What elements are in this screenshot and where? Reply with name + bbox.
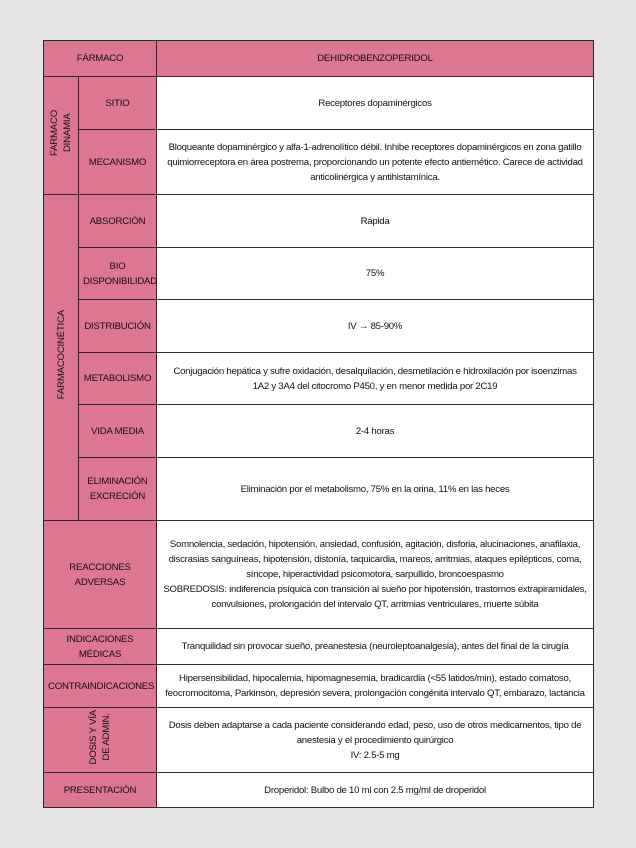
group-farmacodinamia-line2: DINAMIA [62, 113, 73, 153]
row-metabolismo [44, 353, 594, 405]
group-farmacodinamia [44, 77, 79, 195]
drug-info-table [43, 40, 594, 808]
biodisponibilidad-label [79, 248, 157, 300]
vida-media-label: VIDA MEDIA [79, 405, 157, 458]
group-farmacodinamia-label [48, 110, 74, 156]
row-mecanismo [44, 130, 594, 195]
dosis-label-line2: DE ADMIN. [101, 713, 112, 762]
group-farmacocinetica [44, 195, 79, 521]
biodisponibilidad-label-line1: BIO [109, 260, 126, 272]
sobredosis-text: SOBREDOSIS: indiferencia psíquica con transición al sueño por hipotensión, trastornos extrapiramidales, convulsiones, prolongación del intervalo QT, arritmias ventriculares, muerte súbita [163, 584, 587, 610]
contraindicaciones-value: Hipersensibilidad, hipocalemia, hipomagnesemia, bradicardia (<55 latidos/min), estado comatoso, feocromocitoma, Parkinson, depresión severa, prolongación congénita intervalo QT, embarazo, lactancia [157, 665, 594, 708]
row-reacciones-adversas [44, 521, 594, 629]
row-vida-media [44, 405, 594, 458]
sitio-value: Receptores dopaminérgicos [157, 77, 594, 130]
header-label: FÁRMACO [44, 41, 157, 77]
dosis-value [157, 708, 594, 773]
mecanismo-label: MECANISMO [79, 130, 157, 195]
dosis-iv-text: IV: 2.5-5 mg [350, 749, 400, 761]
row-eliminacion [44, 458, 594, 521]
row-presentacion [44, 773, 594, 808]
row-sitio [44, 77, 594, 130]
biodisponibilidad-label-line2: DISPONIBILIDAD [83, 275, 157, 287]
presentacion-label: PRESENTACIÓN [44, 773, 157, 808]
eliminacion-label-line2: EXCRECIÓN [89, 491, 146, 502]
mecanismo-value: Bloqueante dopaminérgico y alfa-1-adrenolítico débil. Inhibe receptores dopaminérgicos en zona gatillo quimiorreceptora en área postrema, proporcionando un potente efecto antiemético. Carece de actividad anticolinérgica y antihistamínica. [157, 130, 594, 195]
metabolismo-value: Conjugación hepática y sufre oxidación, desalquilación, desmetilación e hidroxilación por isoenzimas 1A2 y 3A4 del citocromo P450, y en menor medida por 2C19 [157, 353, 594, 405]
row-biodisponibilidad [44, 248, 594, 300]
dosis-text: Dosis deben adaptarse a cada paciente considerando edad, peso, uso de otros medicamentos, tipo de anestesia y el procedimiento quirúrgico [168, 719, 582, 746]
eliminacion-label [79, 458, 157, 521]
biodisponibilidad-value: 75% [157, 248, 594, 300]
group-farmacocinetica-label: FARMACOCINÉTICA [55, 310, 67, 400]
metabolismo-label: METABOLISMO [79, 353, 157, 405]
reacciones-adversas-text: Somnolencia, sedación, hipotensión, ansiedad, confusión, agitación, disforia, alucinaciones, anafilaxia, discrasias sanguíneas, hipotensión, distonía, taquicardia, mareos, arritmias, ataques epilépticos, coma, síncope, hiperactividad psicomotora, sarpullido, broncoespasmo [168, 539, 582, 580]
dosis-label [44, 708, 157, 773]
dosis-label-line1: DOSIS Y VÍA [88, 710, 99, 765]
reacciones-adversas-value [157, 521, 594, 629]
reacciones-adversas-label: REACCIONES ADVERSAS [44, 521, 157, 629]
vida-media-value: 2-4 horas [157, 405, 594, 458]
header-row [44, 41, 594, 77]
row-contraindicaciones [44, 665, 594, 708]
group-farmacodinamia-line1: FARMACO [49, 109, 60, 157]
distribucion-value: IV → 85-90% [157, 300, 594, 353]
row-indicaciones [44, 629, 594, 665]
row-dosis [44, 708, 594, 773]
indicaciones-label: INDICACIONES MÉDICAS [44, 629, 157, 665]
absorcion-label: ABSORCIÓN [79, 195, 157, 248]
presentacion-value: Droperidol: Bulbo de 10 ml con 2.5 mg/ml de droperidol [157, 773, 594, 808]
eliminacion-value: Eliminación por el metabolismo, 75% en la orina, 11% en las heces [157, 458, 594, 521]
distribucion-label: DISTRIBUCIÓN [79, 300, 157, 353]
row-distribucion [44, 300, 594, 353]
drug-name: DEHIDROBENZOPERIDOL [157, 41, 594, 77]
row-absorcion [44, 195, 594, 248]
contraindicaciones-label: CONTRAINDICACIONES [44, 665, 157, 708]
absorcion-value: Rápida [157, 195, 594, 248]
eliminacion-label-line1: ELIMINACIÓN [87, 476, 148, 487]
indicaciones-value: Tranquilidad sin provocar sueño, preanestesia (neuroleptoanalgesia), antes del final de la cirugía [157, 629, 594, 665]
sitio-label: SITIO [79, 77, 157, 130]
dosis-label-vertical [87, 710, 113, 765]
